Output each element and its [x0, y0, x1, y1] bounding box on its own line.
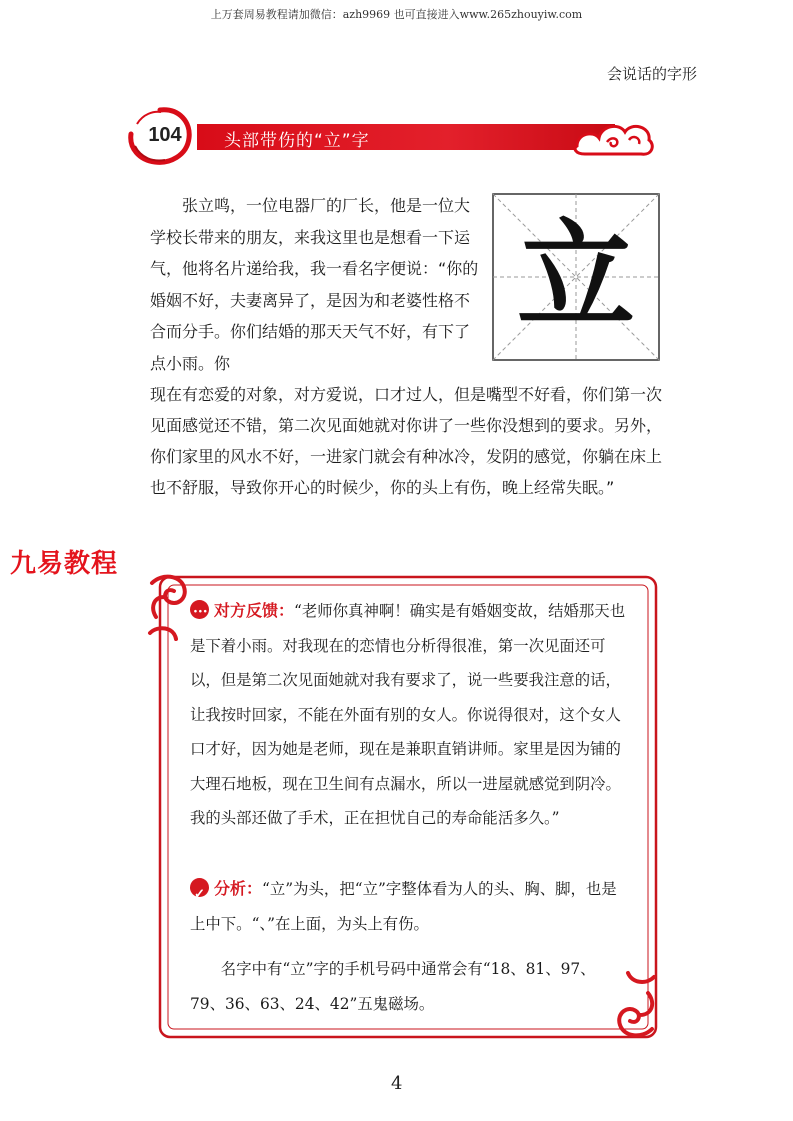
story-paragraph-2: 现在有恋爱的对象，对方爱说，口才过人，但是嘴型不好看，你们第一次见面感觉还不错，第二次见面她就对你讲了一些你没想到的要求。另外，你们家里的风水不好，一进家门就会有种冰冷，发阴的感觉，你躺在床上也不舒服，导致你开心的时候少，你的头上有伤，晚上经常失眠。” — [150, 385, 663, 497]
analysis-text: “立”为头，把“立”字整体看为人的头、胸、脚，也是上中下。“、”在上面，为头上有伤。 — [190, 880, 617, 933]
feedback-label: 对方反馈： — [214, 601, 295, 620]
page-number: 4 — [391, 1073, 403, 1094]
brand-watermark: 九易教程 — [10, 549, 119, 579]
section-title: 头部带伤的“立”字 — [224, 131, 370, 151]
running-title: 会说话的字形 — [606, 65, 697, 83]
grid-character: 立 — [516, 206, 636, 345]
watermark-header: 上万套周易教程请加微信：azh9969 也可直接进入www.265zhouyiw.com — [210, 8, 583, 21]
analysis-label: 分析： — [214, 879, 263, 898]
story-paragraph-1: 张立鸣，一位电器厂的厂长，他是一位大学校长带来的朋友，来我这里也是想看一下运气，他将名片递给我，我一看名字便说：“你的婚姻不好，夫妻离异了，是因为和老婆性格不合而分手。你们结婚的那天天气不好，有下了点小雨。你 — [150, 196, 479, 373]
cloud-ornament-icon — [567, 116, 657, 160]
character-grid — [492, 193, 660, 361]
check-circle-icon — [190, 878, 209, 897]
section-number: 104 — [148, 124, 182, 146]
feedback-paragraph — [190, 594, 630, 836]
feedback-dots-icon — [190, 600, 209, 619]
analysis-paragraph — [190, 872, 630, 941]
feedback-text: “老师你真神啊！确实是有婚姻变故，结婚那天也是下着小雨。对我现在的恋情也分析得很准，第一次见面还可以，但是第二次见面她就对我有要求了，说一些要我注意的话，让我按时回家，不能在外面有别的女人。你说得很对，这个女人口才好，因为她是老师，现在是兼职直销讲师。家里是因为铺的大理石地板，现在卫生间有点漏水，所以一进屋就感觉到阴冷。我的头部还做了手术，正在担忧自己的寿命能活多久。” — [190, 602, 626, 827]
section-banner — [127, 106, 657, 166]
note-paragraph: 名字中有“立”字的手机号码中通常会有“18、81、97、79、36、63、24、42”五鬼磁场。 — [190, 960, 596, 1013]
